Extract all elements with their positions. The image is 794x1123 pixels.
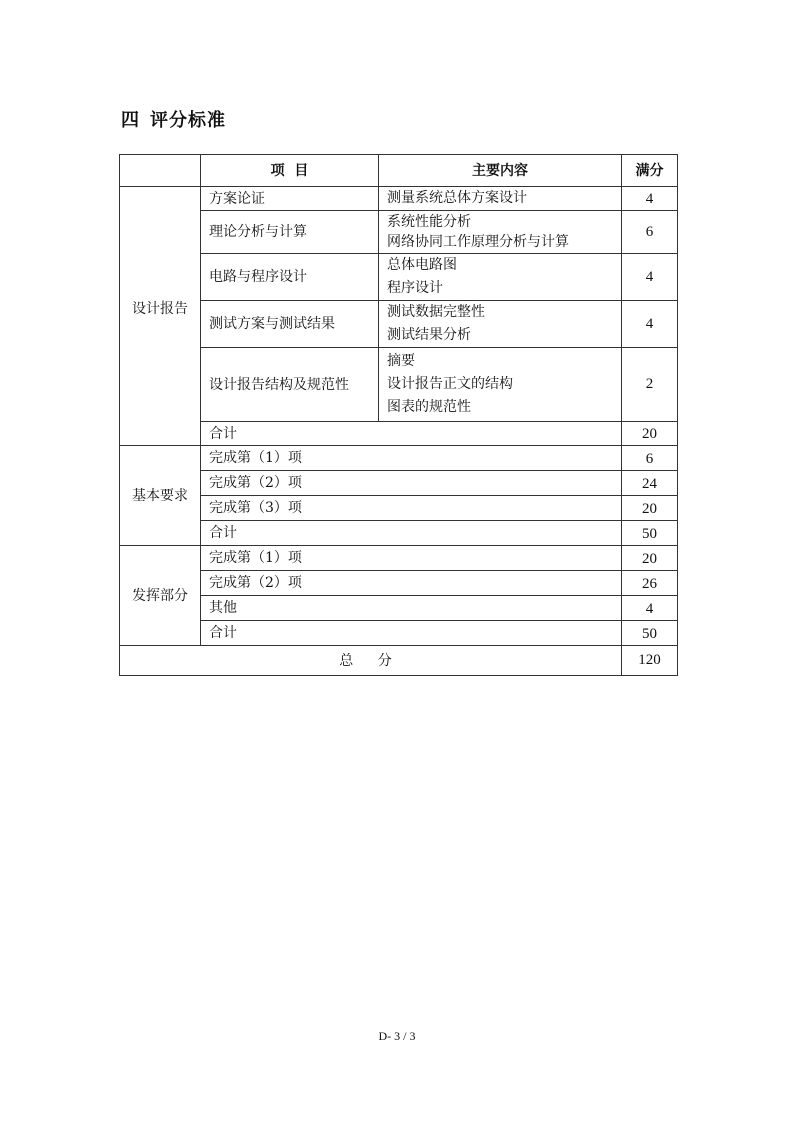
table-row bbox=[120, 187, 678, 211]
subtotal-label: 合计 bbox=[201, 621, 622, 646]
item-cell: 完成第（1）项 bbox=[201, 546, 622, 571]
category-design-report: 设计报告 bbox=[120, 187, 201, 446]
grand-total-points: 120 bbox=[622, 646, 678, 676]
table-row bbox=[120, 301, 678, 348]
table-row bbox=[120, 571, 678, 596]
points-cell: 6 bbox=[622, 211, 678, 254]
item-cell: 理论分析与计算 bbox=[201, 211, 379, 254]
section-heading bbox=[121, 106, 226, 132]
grand-total-row bbox=[120, 646, 678, 676]
item-cell: 电路与程序设计 bbox=[201, 254, 379, 301]
subtotal-points: 20 bbox=[622, 422, 678, 446]
content-cell bbox=[379, 187, 622, 211]
content-line: 摘要 bbox=[387, 353, 415, 369]
subtotal-points: 50 bbox=[622, 521, 678, 546]
subtotal-row bbox=[120, 621, 678, 646]
points-cell: 26 bbox=[622, 571, 678, 596]
header-category bbox=[120, 155, 201, 187]
points-cell: 20 bbox=[622, 546, 678, 571]
content-line: 系统性能分析 bbox=[387, 214, 471, 230]
item-cell: 完成第（2）项 bbox=[201, 571, 622, 596]
subtotal-row bbox=[120, 422, 678, 446]
subtotal-label: 合计 bbox=[201, 521, 622, 546]
table-row bbox=[120, 471, 678, 496]
content-cell bbox=[379, 254, 622, 301]
points-cell: 4 bbox=[622, 254, 678, 301]
content-cell bbox=[379, 301, 622, 348]
header-points: 满分 bbox=[622, 155, 678, 187]
page-footer: D- 3 / 3 bbox=[378, 1029, 416, 1043]
points-cell: 6 bbox=[622, 446, 678, 471]
table-row bbox=[120, 211, 678, 254]
category-extension: 发挥部分 bbox=[120, 546, 201, 646]
subtotal-points: 50 bbox=[622, 621, 678, 646]
table-row bbox=[120, 446, 678, 471]
category-basic-requirements: 基本要求 bbox=[120, 446, 201, 546]
table-row bbox=[120, 348, 678, 422]
content-cell bbox=[379, 211, 622, 254]
points-cell: 4 bbox=[622, 301, 678, 348]
scoring-table bbox=[119, 154, 678, 676]
item-cell: 测试方案与测试结果 bbox=[201, 301, 379, 348]
item-cell: 完成第（1）项 bbox=[201, 446, 622, 471]
points-cell: 20 bbox=[622, 496, 678, 521]
item-cell: 设计报告结构及规范性 bbox=[201, 348, 379, 422]
table-row bbox=[120, 596, 678, 621]
table-row bbox=[120, 254, 678, 301]
content-line: 测试数据完整性 bbox=[387, 304, 485, 320]
section-number: 四 bbox=[121, 110, 140, 131]
section-title: 评分标准 bbox=[150, 110, 226, 131]
item-cell: 完成第（3）项 bbox=[201, 496, 622, 521]
points-cell: 4 bbox=[622, 596, 678, 621]
content-line: 测量系统总体方案设计 bbox=[387, 190, 527, 206]
table-row bbox=[120, 546, 678, 571]
points-cell: 2 bbox=[622, 348, 678, 422]
points-cell: 4 bbox=[622, 187, 678, 211]
subtotal-label: 合计 bbox=[201, 422, 622, 446]
content-line: 网络协同工作原理分析与计算 bbox=[387, 234, 569, 250]
content-line: 总体电路图 bbox=[387, 257, 457, 273]
item-cell: 完成第（2）项 bbox=[201, 471, 622, 496]
subtotal-row bbox=[120, 521, 678, 546]
content-line: 图表的规范性 bbox=[387, 399, 471, 415]
content-cell bbox=[379, 348, 622, 422]
content-line: 程序设计 bbox=[387, 280, 443, 296]
header-content: 主要内容 bbox=[379, 155, 622, 187]
points-cell: 24 bbox=[622, 471, 678, 496]
header-item: 项 目 bbox=[201, 155, 379, 187]
item-cell: 其他 bbox=[201, 596, 622, 621]
grand-total-label: 总 分 bbox=[120, 646, 622, 676]
content-line: 测试结果分析 bbox=[387, 327, 471, 343]
table-row bbox=[120, 496, 678, 521]
content-line: 设计报告正文的结构 bbox=[387, 376, 513, 392]
item-cell: 方案论证 bbox=[201, 187, 379, 211]
table-header-row bbox=[120, 155, 678, 187]
